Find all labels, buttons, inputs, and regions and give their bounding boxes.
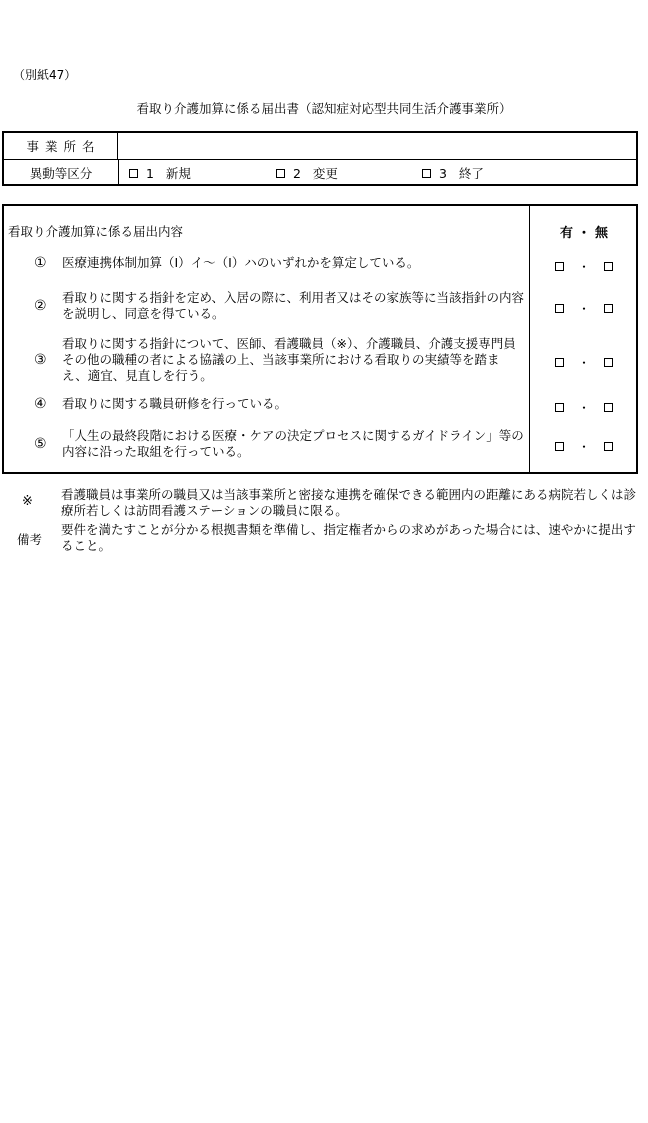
header-table [2,131,638,186]
asterisk-note-symbol: ※ [22,494,33,509]
yes-no-marks-1 [530,258,638,275]
checkbox-new[interactable] [129,169,138,178]
item-number: ① [34,255,47,271]
option-end-number: 3 [439,165,447,181]
option-end-label: 終了 [458,166,484,181]
item-text: 「人生の最終段階における医療・ケアの決定プロセスに関するガイドライン」等の内容に沿った取組を行っている。 [62,428,524,459]
checkbox-yes-2[interactable] [555,304,564,313]
asterisk-note-text: 看護職員は事業所の職員又は当該事業所と密接な連携を確保できる範囲内の距離にある病院若しくは診療所若しくは訪問看護ステーションの職員に限る。 [61,487,637,518]
yes-no-marks-4 [530,399,638,416]
checkbox-yes-4[interactable] [555,403,564,412]
item-text: 看取りに関する指針について、医師、看護職員（※）、介護職員、介護支援専門員その他の職種の者による協議の上、当該事業所における看取りの実績等を踏まえ、適宜、見直しを行う。 [62,336,516,383]
change-type-row [4,160,636,186]
checkbox-no-3[interactable] [604,358,613,367]
checkbox-change[interactable] [276,169,285,178]
item-number: ④ [34,396,47,412]
yes-no-header: 有 ・ 無 [559,226,609,241]
item-number: ③ [34,352,47,368]
checkbox-end[interactable] [422,169,431,178]
checkbox-yes-5[interactable] [555,442,564,451]
item-text: 看取りに関する職員研修を行っている。 [62,396,288,411]
item-number: ⑤ [34,436,47,452]
remarks-label: 備考 [17,532,43,547]
option-new[interactable] [129,160,191,186]
item-text: 医療連携体制加算（Ⅰ）イ～（Ⅰ）ハのいずれかを算定している。 [62,255,420,270]
separator-dot: ・ [577,260,590,274]
option-change[interactable] [276,160,338,186]
separator-dot: ・ [577,356,590,370]
separator-dot: ・ [577,401,590,415]
checkbox-no-1[interactable] [604,262,613,271]
form-reference-label: （別紙47） [13,68,77,82]
checkbox-no-2[interactable] [604,304,613,313]
option-end[interactable] [422,160,484,186]
checkbox-no-5[interactable] [604,442,613,451]
page-title: 看取り介護加算に係る届出書（認知症対応型共同生活介護事業所） [136,101,512,116]
column-divider [529,206,530,472]
section-title: 看取り介護加算に係る届出内容 [8,224,184,239]
yes-no-marks-2 [530,300,638,317]
option-change-label: 変更 [312,166,338,181]
office-name-label: 事業所名 [4,133,118,159]
remarks-text: 要件を満たすことが分かる根拠書類を準備し、指定権者からの求めがあった場合には、速やかに提出すること。 [61,522,636,553]
yes-no-marks-3 [530,354,638,371]
option-new-number: 1 [146,165,154,181]
separator-dot: ・ [577,302,590,316]
checkbox-yes-3[interactable] [555,358,564,367]
requirements-table [2,204,638,474]
separator-dot: ・ [577,440,590,454]
yes-no-marks-5 [530,438,638,455]
item-text: 看取りに関する指針を定め、入居の際に、利用者又はその家族等に当該指針の内容を説明し、同意を得ている。 [62,290,525,321]
checkbox-no-4[interactable] [604,403,613,412]
office-name-row [4,133,636,160]
checkbox-yes-1[interactable] [555,262,564,271]
option-new-label: 新規 [165,166,191,181]
item-number: ② [34,298,47,314]
option-change-number: 2 [293,165,301,181]
change-type-label: 異動等区分 [4,160,119,186]
